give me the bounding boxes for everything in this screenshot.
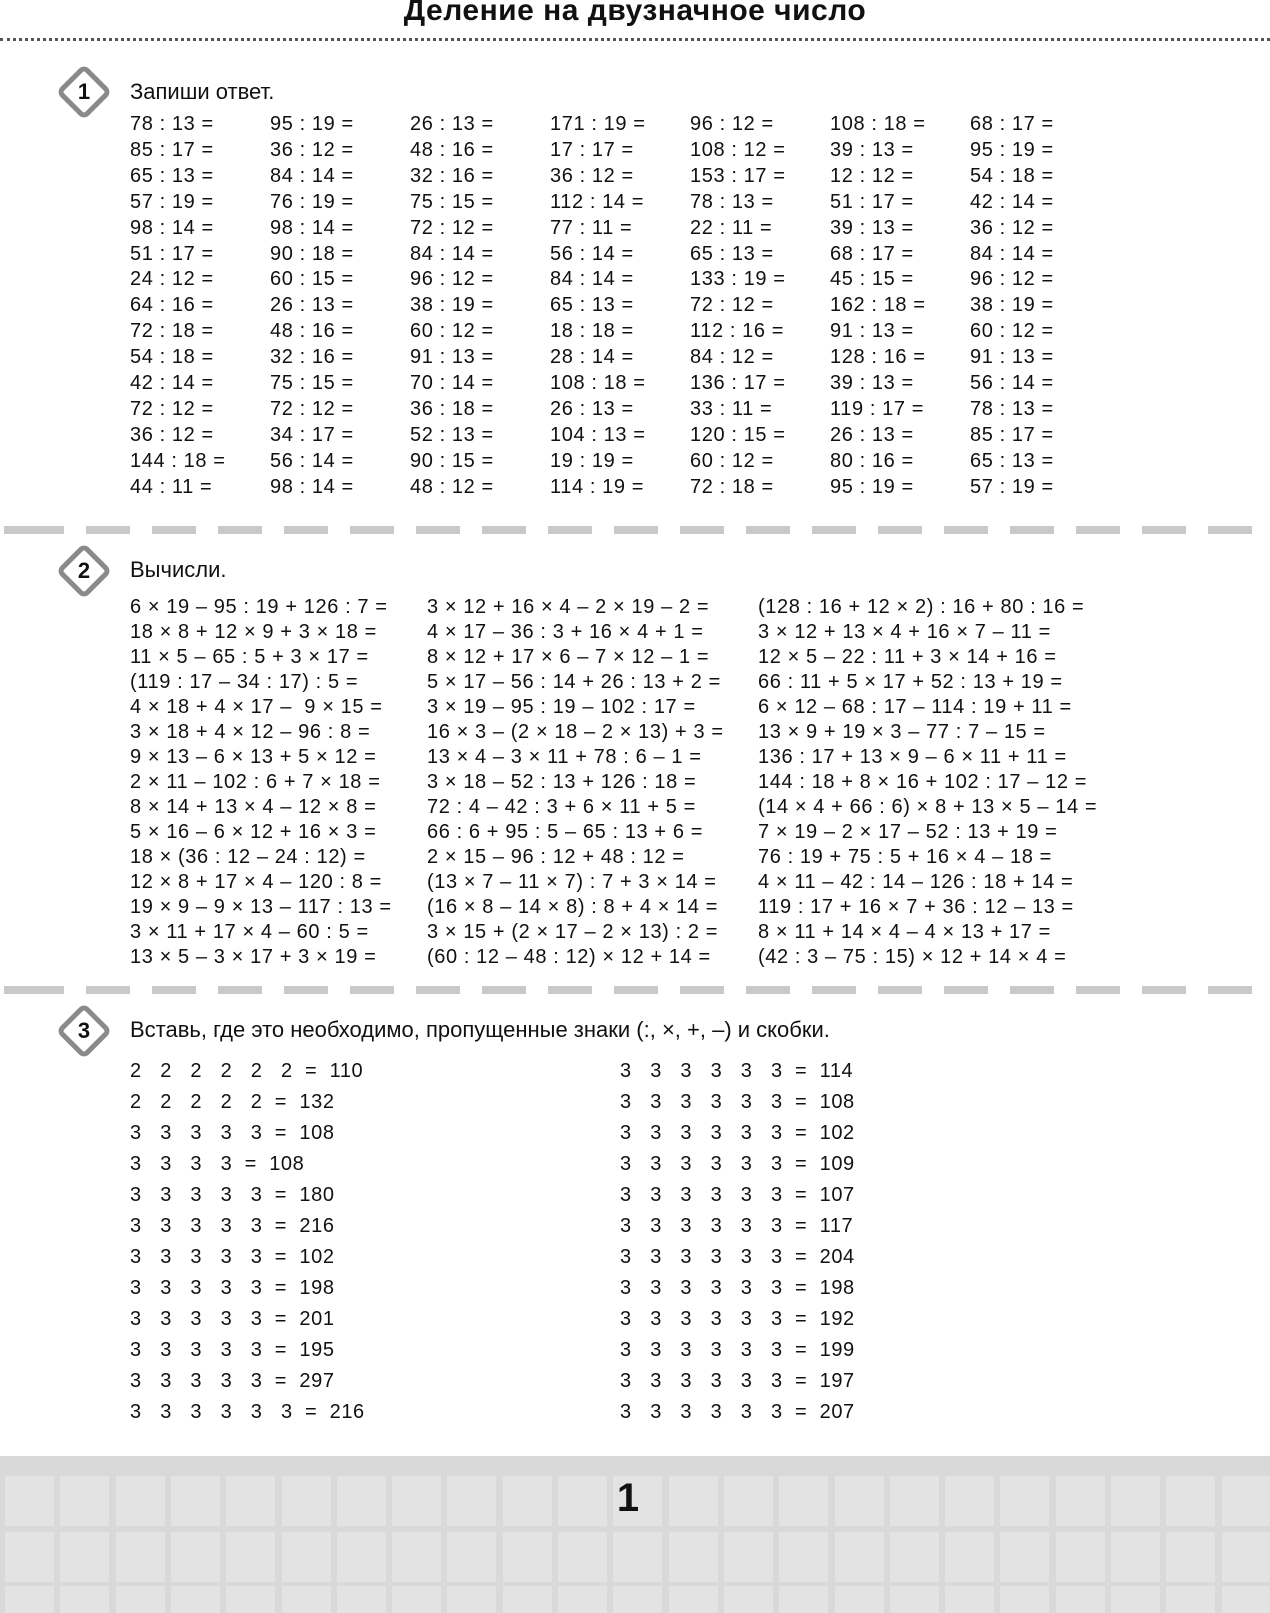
task2-expression: 7 × 19 – 2 × 17 – 52 : 13 + 19 = <box>758 821 1058 843</box>
task1-expression: 75 : 15 = <box>410 190 494 213</box>
task1-expression: 65 : 13 = <box>550 294 634 317</box>
task2-expression: 76 : 19 + 75 : 5 + 16 × 4 – 18 = <box>758 846 1052 868</box>
task1-expression: 72 : 18 = <box>130 320 214 343</box>
task1-expression: 42 : 14 = <box>130 372 214 394</box>
task1-expression: 96 : 12 = <box>970 268 1054 291</box>
task2-expression: 3 × 18 + 4 × 12 – 96 : 8 = <box>130 721 371 743</box>
task2-expression: 2 × 15 – 96 : 12 + 48 : 12 = <box>427 846 685 868</box>
task1-expression: 36 : 12 = <box>270 138 354 161</box>
task2-expression: 5 × 16 – 6 × 12 + 16 × 3 = <box>130 821 377 843</box>
task2-title: Вычисли. <box>130 557 227 582</box>
task2-expression: 2 × 11 – 102 : 6 + 7 × 18 = <box>130 771 381 793</box>
task3-expression: 3 3 3 3 3 3 = 114 <box>620 1060 854 1082</box>
task3-expression: 3 3 3 3 3 3 = 108 <box>620 1091 855 1113</box>
task3-expression: 3 3 3 3 3 3 = 198 <box>620 1277 855 1299</box>
task2-expression: 4 × 17 – 36 : 3 + 16 × 4 + 1 = <box>427 621 704 643</box>
task1-expression: 91 : 13 = <box>410 346 494 369</box>
task1-expression: 80 : 16 = <box>830 449 914 472</box>
task2-expression: 18 × (36 : 12 – 24 : 12) = <box>130 846 366 868</box>
grid-cell <box>558 1476 607 1526</box>
task2-number: 2 <box>77 558 91 583</box>
grid-cell <box>60 1476 109 1526</box>
grid-cell <box>1000 1476 1049 1526</box>
task2-expression: (42 : 3 – 75 : 15) × 12 + 14 × 4 = <box>758 946 1067 968</box>
task1-expression: 12 : 12 = <box>830 164 914 187</box>
task1-expression: 120 : 15 = <box>690 423 786 446</box>
grid-cell <box>779 1476 828 1526</box>
task2-expression: 4 × 18 + 4 × 17 – 9 × 15 = <box>130 696 383 718</box>
grid-cell <box>669 1476 718 1526</box>
task1-expression: 60 : 12 = <box>690 449 774 472</box>
task1-expression: 78 : 13 = <box>130 113 214 135</box>
task1-expression: 85 : 17 = <box>970 423 1054 446</box>
task1-expression: 70 : 14 = <box>410 372 494 394</box>
grid-cell <box>945 1532 994 1582</box>
task1-expression: 112 : 16 = <box>690 320 785 343</box>
task1-expression: 85 : 17 = <box>130 138 214 161</box>
task1-expression: 19 : 19 = <box>550 449 634 472</box>
grid-cell <box>5 1476 54 1526</box>
task1-expression: 98 : 14 = <box>270 216 354 239</box>
grid-cell <box>1166 1586 1215 1613</box>
task1-expression: 17 : 17 = <box>550 138 634 161</box>
task1-expression: 114 : 19 = <box>550 475 645 498</box>
grid-cell <box>392 1532 441 1582</box>
task2-expression: 3 × 15 + (2 × 17 – 2 × 13) : 2 = <box>427 921 719 943</box>
task1-expression: 18 : 18 = <box>550 320 634 343</box>
grid-cell <box>337 1532 386 1582</box>
grid-cell <box>60 1586 109 1613</box>
task1-expression: 38 : 19 = <box>410 294 494 317</box>
task3-expression: 3 3 3 3 3 = 297 <box>130 1370 335 1392</box>
task1-expression: 65 : 13 = <box>970 449 1054 472</box>
task2-number-badge <box>62 549 102 589</box>
task1-expression: 68 : 17 = <box>970 113 1054 135</box>
task1-expression: 119 : 17 = <box>830 397 925 420</box>
task1-expression: 54 : 18 = <box>970 164 1054 187</box>
task3-expression: 3 3 3 3 3 3 = 192 <box>620 1308 855 1330</box>
grid-cell <box>1111 1532 1160 1582</box>
grid-cell <box>1222 1532 1270 1582</box>
grid-cell <box>1111 1586 1160 1613</box>
task3-expression: 3 3 3 3 3 = 201 <box>130 1308 335 1330</box>
task3-expression: 3 3 3 3 3 = 180 <box>130 1184 335 1206</box>
grid-cell <box>724 1532 773 1582</box>
grid-cell <box>669 1532 718 1582</box>
task2-expression: 3 × 11 + 17 × 4 – 60 : 5 = <box>130 921 369 943</box>
task1-expression: 112 : 14 = <box>550 190 645 213</box>
grid-cell <box>5 1586 54 1613</box>
task1-expression: 75 : 15 = <box>270 372 354 394</box>
task1-expression: 39 : 13 = <box>830 216 914 239</box>
grid-cell <box>5 1532 54 1582</box>
grid-cell <box>447 1586 496 1613</box>
grid-cell <box>779 1586 828 1613</box>
task1-expression: 51 : 17 = <box>830 190 914 213</box>
task3-title: Вставь, где это необходимо, пропущенные знаки (:, ×, +, –) и скобки. <box>130 1017 830 1042</box>
task1-expression: 52 : 13 = <box>410 423 494 446</box>
grid-cell <box>60 1532 109 1582</box>
task1-expression: 108 : 18 = <box>830 113 926 135</box>
grid-cell <box>1056 1476 1105 1526</box>
task1-expression: 133 : 19 = <box>690 268 786 291</box>
task1-expression: 90 : 18 = <box>270 242 354 265</box>
task1-expression: 104 : 13 = <box>550 423 646 446</box>
task2-expression: 4 × 11 – 42 : 14 – 126 : 18 + 14 = <box>758 871 1074 893</box>
task2-expression: 66 : 11 + 5 × 17 + 52 : 13 + 19 = <box>758 671 1063 693</box>
task1-expression: 162 : 18 = <box>830 294 926 317</box>
task1-expression: 42 : 14 = <box>970 190 1054 213</box>
task2-expression: 119 : 17 + 16 × 7 + 36 : 12 – 13 = <box>758 896 1074 918</box>
grid-cell <box>171 1476 220 1526</box>
task1-expression: 72 : 12 = <box>410 216 494 239</box>
task1-expression: 153 : 17 = <box>690 164 786 187</box>
grid-cell <box>779 1532 828 1582</box>
task3-expression: 3 3 3 3 3 3 = 117 <box>620 1215 854 1237</box>
task2-expression: 16 × 3 – (2 × 18 – 2 × 13) + 3 = <box>427 721 724 743</box>
task3-expression: 3 3 3 3 3 3 = 102 <box>620 1122 855 1144</box>
grid-cell <box>503 1532 552 1582</box>
grid-cell <box>1056 1532 1105 1582</box>
grid-cell <box>890 1532 939 1582</box>
dotted-divider <box>0 38 1270 41</box>
task3-expression: 3 3 3 3 3 = 108 <box>130 1122 335 1144</box>
task1-expression: 56 : 14 = <box>270 449 354 472</box>
task2-expression: 19 × 9 – 9 × 13 – 117 : 13 = <box>130 896 392 918</box>
task2-expression: 13 × 5 – 3 × 17 + 3 × 19 = <box>130 946 377 968</box>
task1-expression: 68 : 17 = <box>830 242 914 265</box>
grid-cell <box>226 1532 275 1582</box>
task2-expression: (119 : 17 – 34 : 17) : 5 = <box>130 671 359 693</box>
task1-expression: 45 : 15 = <box>830 268 914 291</box>
grid-cell <box>447 1532 496 1582</box>
task1-expression: 91 : 13 = <box>970 346 1054 369</box>
task3-expression: 3 3 3 3 3 3 = 199 <box>620 1339 855 1361</box>
task3-expression: 3 3 3 3 3 3 = 216 <box>130 1401 365 1423</box>
task2-expression: 6 × 12 – 68 : 17 – 114 : 19 + 11 = <box>758 696 1072 718</box>
grid-cell <box>1056 1586 1105 1613</box>
dashed-divider-1 <box>0 526 1270 534</box>
task2-expression: 3 × 19 – 95 : 19 – 102 : 17 = <box>427 696 696 718</box>
grid-cell <box>226 1586 275 1613</box>
task2-expression: (128 : 16 + 12 × 2) : 16 + 80 : 16 = <box>758 596 1085 618</box>
task1-expression: 84 : 14 = <box>410 242 494 265</box>
task1-expression: 36 : 12 = <box>130 423 214 446</box>
task1-expression: 57 : 19 = <box>970 475 1054 498</box>
grid-cell <box>116 1532 165 1582</box>
task1-expression: 36 : 12 = <box>550 164 634 187</box>
dashed-divider-2 <box>0 986 1270 994</box>
task1-expression: 77 : 11 = <box>550 216 633 239</box>
task1-expression: 44 : 11 = <box>130 475 213 498</box>
task2-expression: 11 × 5 – 65 : 5 + 3 × 17 = <box>130 646 369 668</box>
task1-expression: 98 : 14 = <box>130 216 214 239</box>
grid-cell <box>613 1532 662 1582</box>
task2-expression: 8 × 14 + 13 × 4 – 12 × 8 = <box>130 796 377 818</box>
grid-cell <box>392 1476 441 1526</box>
task1-expression: 26 : 13 = <box>410 113 494 135</box>
task1-expression: 144 : 18 = <box>130 449 226 472</box>
grid-cell <box>226 1476 275 1526</box>
task1-expression: 39 : 13 = <box>830 372 914 394</box>
task1-expression: 72 : 18 = <box>690 475 774 498</box>
task1-expression: 26 : 13 = <box>270 294 354 317</box>
grid-cell <box>1111 1476 1160 1526</box>
task1-expression: 72 : 12 = <box>690 294 774 317</box>
grid-cell <box>1222 1586 1270 1613</box>
task1-expression: 96 : 12 = <box>410 268 494 291</box>
task1-expression: 98 : 14 = <box>270 475 354 498</box>
task2-expression: 8 × 11 + 14 × 4 – 4 × 13 + 17 = <box>758 921 1051 943</box>
grid-cell <box>503 1476 552 1526</box>
task1-expression: 56 : 14 = <box>550 242 634 265</box>
task1-expression: 96 : 12 = <box>690 113 774 135</box>
grid-cell <box>558 1532 607 1582</box>
grid-cell <box>724 1476 773 1526</box>
task1-expression: 57 : 19 = <box>130 190 214 213</box>
task3-expression: 3 3 3 3 3 3 = 204 <box>620 1246 855 1268</box>
grid-cell <box>392 1586 441 1613</box>
grid-cell <box>558 1586 607 1613</box>
task2-expression: (60 : 12 – 48 : 12) × 12 + 14 = <box>427 946 711 968</box>
task2-expression: 6 × 19 – 95 : 19 + 126 : 7 = <box>130 596 388 618</box>
task1-number-badge <box>62 70 102 110</box>
task1-expression: 48 : 12 = <box>410 475 494 498</box>
task1-expression: 56 : 14 = <box>970 372 1054 394</box>
task3-expression: 3 3 3 3 3 3 = 107 <box>620 1184 855 1206</box>
task2-expression: 12 × 5 – 22 : 11 + 3 × 14 + 16 = <box>758 646 1057 668</box>
task3-expression: 3 3 3 3 3 3 = 109 <box>620 1153 855 1175</box>
task1-expression: 108 : 12 = <box>690 138 786 161</box>
task1-expression: 32 : 16 = <box>410 164 494 187</box>
task1-expression: 32 : 16 = <box>270 346 354 369</box>
grid-cell <box>1222 1476 1270 1526</box>
grid-cell <box>116 1586 165 1613</box>
task3-expression: 3 3 3 3 3 = 198 <box>130 1277 335 1299</box>
task3-expression: 3 3 3 3 = 108 <box>130 1153 305 1175</box>
task2-expression: 13 × 4 – 3 × 11 + 78 : 6 – 1 = <box>427 746 702 768</box>
grid-cell <box>282 1476 331 1526</box>
task2-expression: 9 × 13 – 6 × 13 + 5 × 12 = <box>130 746 377 768</box>
task1-expression: 33 : 11 = <box>690 397 773 420</box>
grid-cell <box>1000 1586 1049 1613</box>
task2-expression: 144 : 18 + 8 × 16 + 102 : 17 – 12 = <box>758 771 1088 793</box>
task1-expression: 22 : 11 = <box>690 216 773 239</box>
task1-expression: 90 : 15 = <box>410 449 494 472</box>
grid-cell <box>1166 1532 1215 1582</box>
grid-cell <box>890 1586 939 1613</box>
grid-cell <box>835 1586 884 1613</box>
task1-expression: 48 : 16 = <box>410 138 494 161</box>
task1-expression: 72 : 12 = <box>270 397 354 420</box>
task1-expression: 128 : 16 = <box>830 346 926 369</box>
task1-expression: 95 : 19 = <box>970 138 1054 161</box>
grid-cell <box>282 1532 331 1582</box>
task2-expression: 3 × 18 – 52 : 13 + 126 : 18 = <box>427 771 697 793</box>
task2-expression: 13 × 9 + 19 × 3 – 77 : 7 – 15 = <box>758 721 1046 743</box>
task1-expression: 26 : 13 = <box>830 423 914 446</box>
task1-expression: 84 : 14 = <box>270 164 354 187</box>
task1-expression: 76 : 19 = <box>270 190 354 213</box>
task2-expression: 3 × 12 + 16 × 4 – 2 × 19 – 2 = <box>427 596 710 618</box>
grid-cell <box>1000 1532 1049 1582</box>
task1-expression: 108 : 18 = <box>550 372 646 394</box>
task1-expression: 136 : 17 = <box>690 372 786 394</box>
task2-expression: 5 × 17 – 56 : 14 + 26 : 13 + 2 = <box>427 671 721 693</box>
grid-cell <box>171 1586 220 1613</box>
page-number: 1 <box>616 1476 640 1520</box>
task3-expression: 2 2 2 2 2 2 = 110 <box>130 1060 364 1082</box>
task1-expression: 28 : 14 = <box>550 346 634 369</box>
task1-number: 1 <box>77 79 91 104</box>
grid-cell <box>890 1476 939 1526</box>
task1-expression: 36 : 18 = <box>410 397 494 420</box>
task1-expression: 39 : 13 = <box>830 138 914 161</box>
task2-expression: (16 × 8 – 14 × 8) : 8 + 4 × 14 = <box>427 896 719 918</box>
grid-cell <box>282 1586 331 1613</box>
task1-expression: 78 : 13 = <box>970 397 1054 420</box>
task3-expression: 3 3 3 3 3 3 = 197 <box>620 1370 855 1392</box>
task2-expression: 66 : 6 + 95 : 5 – 65 : 13 + 6 = <box>427 821 704 843</box>
task2-expression: 18 × 8 + 12 × 9 + 3 × 18 = <box>130 621 377 643</box>
task2-expression: 8 × 12 + 17 × 6 – 7 × 12 – 1 = <box>427 646 710 668</box>
grid-cell <box>945 1476 994 1526</box>
task2-expression: 12 × 8 + 17 × 4 – 120 : 8 = <box>130 871 382 893</box>
task3-expression: 2 2 2 2 2 = 132 <box>130 1091 335 1113</box>
task1-expression: 60 : 12 = <box>410 320 494 343</box>
task1-expression: 26 : 13 = <box>550 397 634 420</box>
grid-cell <box>337 1476 386 1526</box>
task1-expression: 84 : 14 = <box>970 242 1054 265</box>
task1-expression: 51 : 17 = <box>130 242 214 265</box>
task3-expression: 3 3 3 3 3 = 102 <box>130 1246 335 1268</box>
task1-expression: 60 : 12 = <box>970 320 1054 343</box>
task1-expression: 54 : 18 = <box>130 346 214 369</box>
task1-expression: 91 : 13 = <box>830 320 914 343</box>
task2-expression: (13 × 7 – 11 × 7) : 7 + 3 × 14 = <box>427 871 717 893</box>
grid-cell <box>503 1586 552 1613</box>
task3-number: 3 <box>77 1018 91 1043</box>
task1-expression: 95 : 19 = <box>830 475 914 498</box>
task1-expression: 78 : 13 = <box>690 190 774 213</box>
task1-expression: 34 : 17 = <box>270 423 354 446</box>
grid-cell <box>116 1476 165 1526</box>
task1-expression: 64 : 16 = <box>130 294 214 317</box>
task1-expression: 95 : 19 = <box>270 113 354 135</box>
grid-cell <box>724 1586 773 1613</box>
grid-cell <box>613 1586 662 1613</box>
task3-number-badge <box>62 1009 102 1049</box>
grid-cell <box>171 1532 220 1582</box>
task1-expression: 65 : 13 = <box>690 242 774 265</box>
task1-expression: 72 : 12 = <box>130 397 214 420</box>
grid-cell <box>337 1586 386 1613</box>
grid-cell <box>945 1586 994 1613</box>
task1-title: Запиши ответ. <box>130 79 275 104</box>
grid-cell <box>1166 1476 1215 1526</box>
grid-cell <box>835 1532 884 1582</box>
task1-expression: 24 : 12 = <box>130 268 214 291</box>
page-title: Деление на двузначное число <box>403 0 867 27</box>
task1-expression: 171 : 19 = <box>550 113 646 135</box>
task3-expression: 3 3 3 3 3 = 195 <box>130 1339 335 1361</box>
task3-expression: 3 3 3 3 3 = 216 <box>130 1215 335 1237</box>
task2-expression: 136 : 17 + 13 × 9 – 6 × 11 + 11 = <box>758 746 1067 768</box>
task2-expression: 72 : 4 – 42 : 3 + 6 × 11 + 5 = <box>427 796 696 818</box>
task1-expression: 36 : 12 = <box>970 216 1054 239</box>
task2-expression: 3 × 12 + 13 × 4 + 16 × 7 – 11 = <box>758 621 1051 643</box>
grid-cell <box>447 1476 496 1526</box>
task3-expression: 3 3 3 3 3 3 = 207 <box>620 1401 855 1423</box>
task2-expression: (14 × 4 + 66 : 6) × 8 + 13 × 5 – 14 = <box>758 796 1098 818</box>
task1-expression: 60 : 15 = <box>270 268 354 291</box>
task1-expression: 84 : 14 = <box>550 268 634 291</box>
task1-expression: 38 : 19 = <box>970 294 1054 317</box>
task1-expression: 84 : 12 = <box>690 346 774 369</box>
grid-cell <box>669 1586 718 1613</box>
task1-expression: 48 : 16 = <box>270 320 354 343</box>
grid-cell <box>835 1476 884 1526</box>
task1-expression: 65 : 13 = <box>130 164 214 187</box>
